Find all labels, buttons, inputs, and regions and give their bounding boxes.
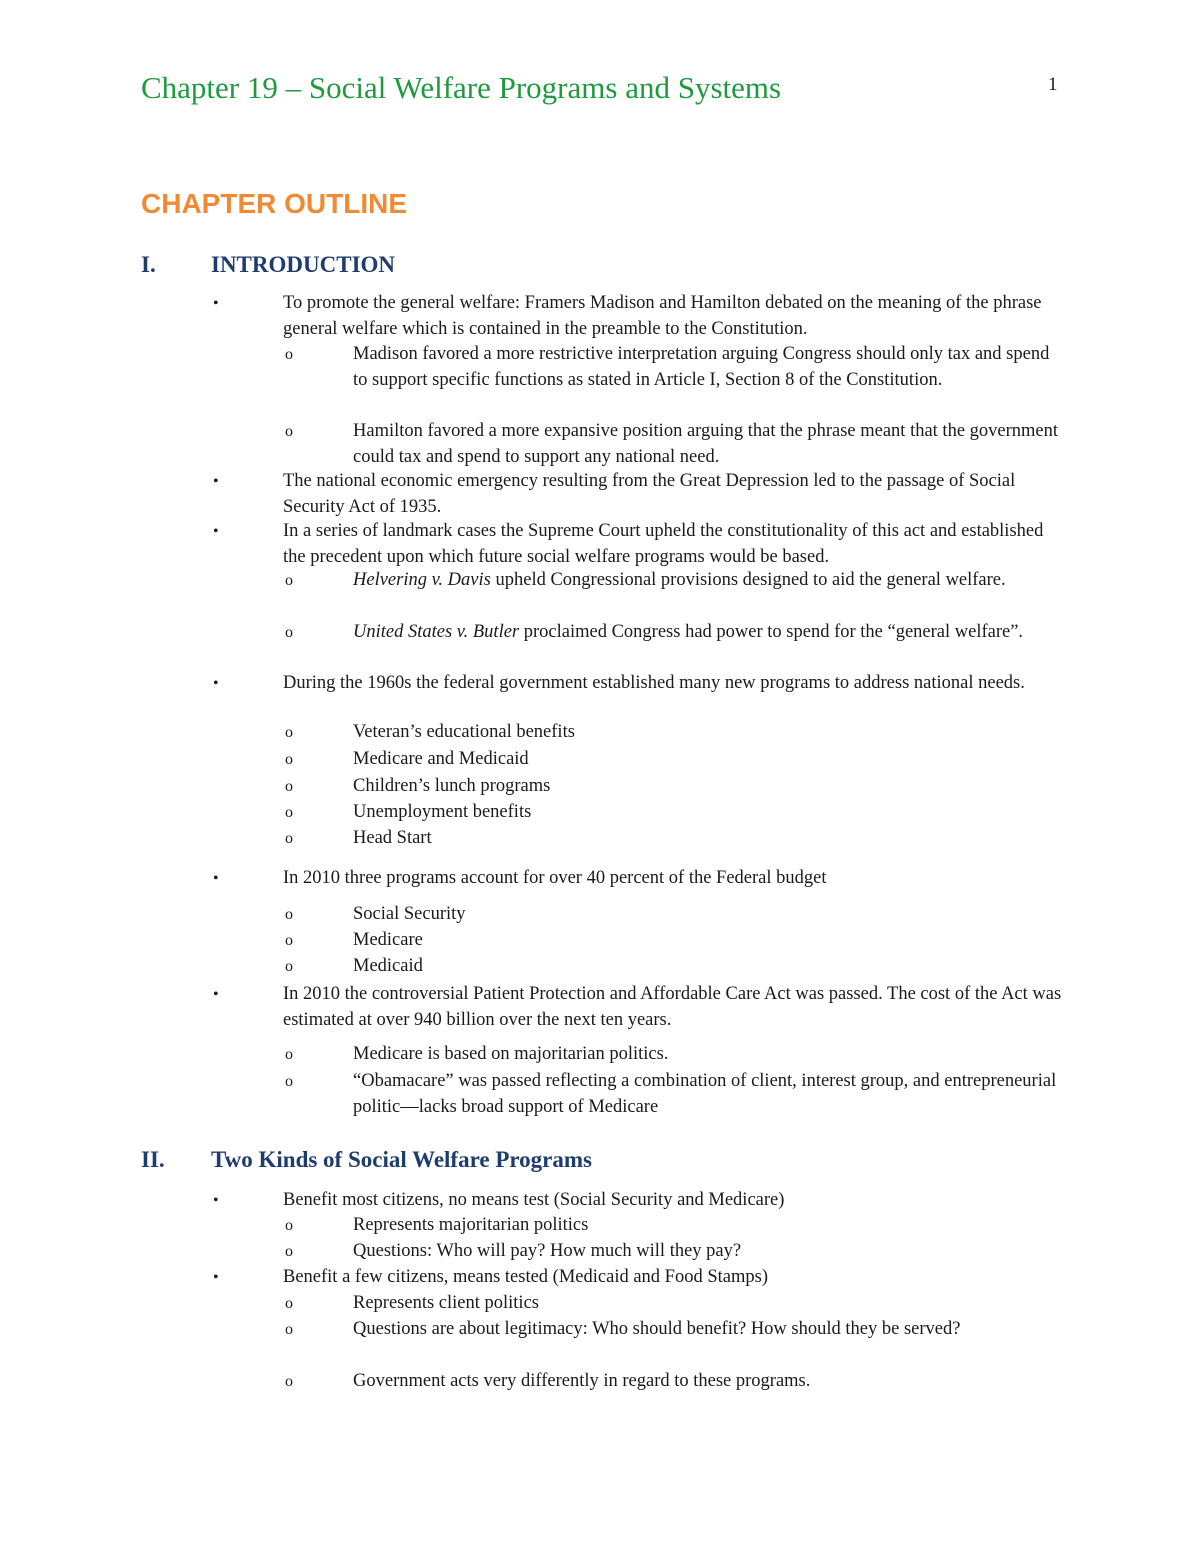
sub-bullet-item xyxy=(285,774,1068,800)
sub-bullet-marker: o xyxy=(285,1321,293,1338)
bullet-text: Benefit a few citizens, means tested (Medicaid and Food Stamps) xyxy=(283,1267,768,1287)
bullet-item xyxy=(213,1188,1068,1214)
bullet-marker: • xyxy=(213,870,219,887)
sub-bullet-text: Represents majoritarian politics xyxy=(353,1215,589,1235)
sub-bullet-marker: o xyxy=(285,346,293,363)
sub-bullet-item xyxy=(285,1042,1068,1068)
bullet-marker: • xyxy=(213,523,219,540)
bullet-marker: • xyxy=(213,1269,219,1286)
sub-bullet-marker: o xyxy=(285,1073,293,1090)
sub-bullet-item xyxy=(285,747,1068,773)
sub-bullet-text: Unemployment benefits xyxy=(353,802,532,822)
bullet-text: The national economic emergency resulting from the Great Depression led to the passage of Social Security Act of 1935. xyxy=(283,471,1016,517)
bullet-item xyxy=(213,519,1068,570)
sub-bullet-item xyxy=(285,620,1068,646)
sub-bullet-item xyxy=(285,342,1068,393)
sub-bullet-marker: o xyxy=(285,778,293,795)
bullet-item xyxy=(213,291,1068,342)
sub-bullet-item xyxy=(285,1369,1068,1395)
case-name: Helvering v. Davis xyxy=(353,570,491,590)
sub-bullet-marker: o xyxy=(285,1373,293,1390)
bullet-item xyxy=(213,671,1068,697)
section-title: INTRODUCTION xyxy=(211,252,396,277)
sub-bullet-marker: o xyxy=(285,1046,293,1063)
sub-bullet-marker: o xyxy=(285,724,293,741)
sub-bullet-marker: o xyxy=(285,1217,293,1234)
sub-bullet-marker: o xyxy=(285,932,293,949)
sub-bullet-text: Children’s lunch programs xyxy=(353,776,551,796)
page-number: 1 xyxy=(1048,74,1058,95)
sub-bullet-text: Veteran’s educational benefits xyxy=(353,722,575,742)
sub-bullet-item xyxy=(285,1069,1068,1120)
sub-bullet-text: Questions: Who will pay? How much will they pay? xyxy=(353,1241,742,1261)
sub-bullet-item xyxy=(285,1213,1068,1239)
bullet-text: During the 1960s the federal government established many new programs to address national needs. xyxy=(283,673,1025,693)
sub-bullet-text: Madison favored a more restrictive interpretation arguing Congress should only tax and spend to support specific functions as stated in Article I, Section 8 of the Constitution. xyxy=(353,344,1050,390)
sub-bullet-item xyxy=(285,954,1068,980)
sub-bullet-text: Medicare and Medicaid xyxy=(353,749,529,769)
case-name: United States v. Butler xyxy=(353,622,520,642)
sub-bullet-text: Government acts very differently in regard to these programs. xyxy=(353,1371,811,1391)
sub-bullet-text: proclaimed Congress had power to spend for the “general welfare”. xyxy=(519,622,1024,642)
bullet-marker: • xyxy=(213,295,219,312)
sub-bullet-item xyxy=(285,928,1068,954)
sub-bullet-text: Medicaid xyxy=(353,956,423,976)
sub-bullet-text: Head Start xyxy=(353,828,432,848)
bullet-marker: • xyxy=(213,675,219,692)
sub-bullet-marker: o xyxy=(285,572,293,589)
section-title: Two Kinds of Social Welfare Programs xyxy=(211,1147,592,1172)
bullet-marker: • xyxy=(213,986,219,1003)
sub-bullet-text: Medicare is based on majoritarian politics. xyxy=(353,1044,669,1064)
bullet-text: In 2010 the controversial Patient Protection and Affordable Care Act was passed. The cost of the Act was estimated at over 940 billion over the next ten years. xyxy=(283,984,1062,1030)
sub-bullet-item xyxy=(285,826,1068,852)
sub-bullet-marker: o xyxy=(285,423,293,440)
bullet-text: Benefit most citizens, no means test (Social Security and Medicare) xyxy=(283,1190,785,1210)
sub-bullet-item xyxy=(285,720,1068,746)
bullet-item xyxy=(213,982,1068,1033)
sub-bullet-text: Medicare xyxy=(353,930,423,950)
sub-bullet-item xyxy=(285,568,1068,594)
sub-bullet-marker: o xyxy=(285,958,293,975)
bullet-item xyxy=(213,1265,1068,1291)
bullet-text: In 2010 three programs account for over 40 percent of the Federal budget xyxy=(283,868,827,888)
sub-bullet-text: Hamilton favored a more expansive position arguing that the phrase meant that the government could tax and spend to support any national need. xyxy=(353,421,1059,467)
bullet-marker: • xyxy=(213,473,219,490)
sub-bullet-marker: o xyxy=(285,830,293,847)
sub-bullet-item xyxy=(285,1239,1068,1265)
sub-bullet-marker: o xyxy=(285,624,293,641)
outline-heading: CHAPTER OUTLINE xyxy=(141,188,407,219)
bullet-text: In a series of landmark cases the Supreme Court upheld the constitutionality of this act and established the precedent upon which future social welfare programs would be based. xyxy=(283,521,1044,567)
sub-bullet-item xyxy=(285,800,1068,826)
bullet-item xyxy=(213,469,1068,520)
sub-bullet-marker: o xyxy=(285,1295,293,1312)
sub-bullet-marker: o xyxy=(285,1243,293,1260)
section-numeral: II. xyxy=(141,1147,165,1172)
sub-bullet-text: “Obamacare” was passed reflecting a combination of client, interest group, and entrepreneurial politic—lacks broad support of Medicare xyxy=(353,1071,1057,1117)
bullet-item xyxy=(213,866,1068,892)
sub-bullet-text: upheld Congressional provisions designed to aid the general welfare. xyxy=(490,570,1006,590)
header-title: Chapter 19 – Social Welfare Programs and Systems xyxy=(141,70,782,105)
bullet-marker: • xyxy=(213,1192,219,1209)
bullet-text: To promote the general welfare: Framers Madison and Hamilton debated on the meaning of the phrase general welfare which is contained in the preamble to the Constitution. xyxy=(283,293,1042,339)
sub-bullet-text: Questions are about legitimacy: Who should benefit? How should they be served? xyxy=(353,1319,961,1339)
sub-bullet-item xyxy=(285,1291,1068,1317)
sub-bullet-marker: o xyxy=(285,804,293,821)
section-numeral: I. xyxy=(141,252,156,277)
sub-bullet-item xyxy=(285,419,1068,470)
sub-bullet-text: Represents client politics xyxy=(353,1293,539,1313)
sub-bullet-item xyxy=(285,902,1068,928)
sub-bullet-item xyxy=(285,1317,973,1343)
sub-bullet-marker: o xyxy=(285,751,293,768)
sub-bullet-marker: o xyxy=(285,906,293,923)
sub-bullet-text: Social Security xyxy=(353,904,466,924)
